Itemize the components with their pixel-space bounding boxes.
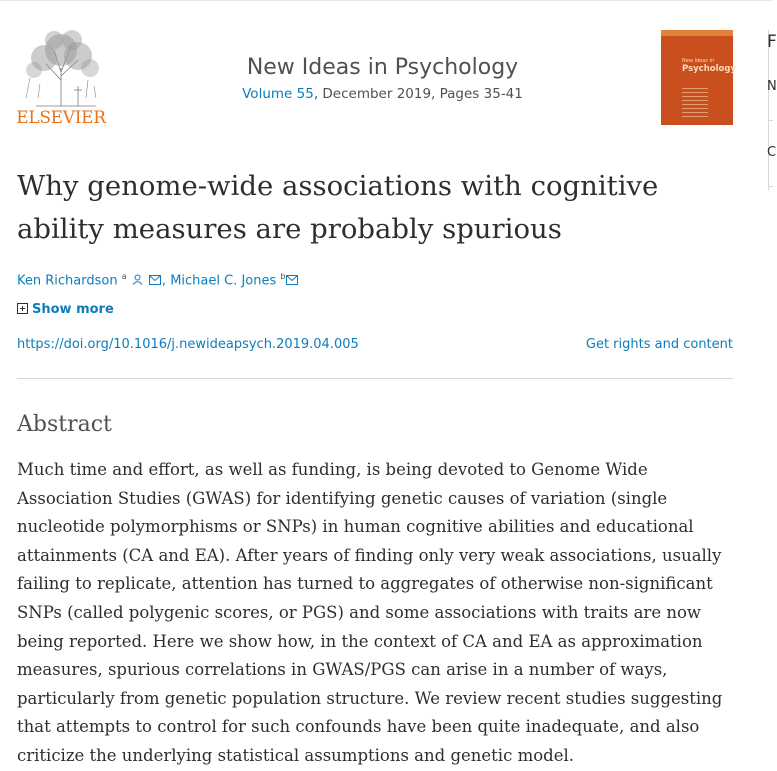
sidebar-item-3[interactable]: C xyxy=(767,145,777,160)
author-list xyxy=(17,272,299,289)
elsevier-wordmark: ELSEVIER xyxy=(16,108,106,128)
issue-info xyxy=(0,86,765,102)
author-separator: , xyxy=(161,273,171,289)
journal-cover[interactable] xyxy=(661,30,736,125)
journal-title[interactable]: New Ideas in Psychology xyxy=(246,55,519,80)
author-link[interactable]: Michael C. Jones xyxy=(170,273,277,289)
abstract-heading: Abstract xyxy=(17,412,112,437)
issue-details: , December 2019, Pages 35-41 xyxy=(313,86,523,102)
cover-big-title: Psychology xyxy=(682,64,736,74)
expand-icon xyxy=(17,303,28,314)
top-border xyxy=(0,0,773,1)
person-icon xyxy=(132,274,143,289)
section-divider xyxy=(17,378,733,379)
author-affiliation: b xyxy=(280,272,286,281)
rights-link[interactable]: Get rights and content xyxy=(585,337,733,352)
doi-link[interactable]: https://doi.org/10.1016/j.newideapsych.2019.04.005 xyxy=(17,337,359,352)
show-more-button[interactable] xyxy=(17,302,114,317)
cover-band xyxy=(661,30,733,36)
sidebar-edge xyxy=(767,30,777,190)
sidebar-divider xyxy=(768,186,773,187)
abstract-text: Much time and effort, as well as funding, is being devoted to Genome Wide Association Studies (GWAS) for identifying genetic causes of variation (single nucleotide polymorphisms or SNPs) in human cognitive abilities and educational attainments (CA and EA). After years of finding only very weak associations, usually failing to replicate, attention has turned to aggregates of otherwise non-significant SNPs (called polygenic scores, or PGS) and some associations with traits are now being reported. Here we show how, in the context of CA and EA as approximation measures, spurious correlations in GWAS/PGS can arise in a number of ways, particularly from genetic population structure. We review recent studies suggesting that attempts to control for such confounds have been quite inadequate, and also criticize the underlying statistical assumptions and genetic model. xyxy=(17,460,723,765)
sidebar-item-1[interactable]: F xyxy=(767,32,777,52)
cover-decoration xyxy=(682,88,708,120)
cover-small-title: New Ideas in xyxy=(682,58,715,64)
sidebar-divider xyxy=(768,120,773,121)
author-affiliation: a xyxy=(121,272,127,281)
volume-link[interactable]: Volume 55 xyxy=(242,86,314,102)
author-link[interactable]: Ken Richardson xyxy=(17,273,118,289)
email-icon[interactable] xyxy=(286,274,298,289)
show-more-label: Show more xyxy=(32,302,114,317)
sidebar-item-2[interactable]: N xyxy=(767,79,777,94)
journal-header xyxy=(0,55,765,102)
email-icon[interactable] xyxy=(149,274,161,289)
article-title: Why genome-wide associations with cognitive ability measures are probably spurious xyxy=(17,170,659,245)
